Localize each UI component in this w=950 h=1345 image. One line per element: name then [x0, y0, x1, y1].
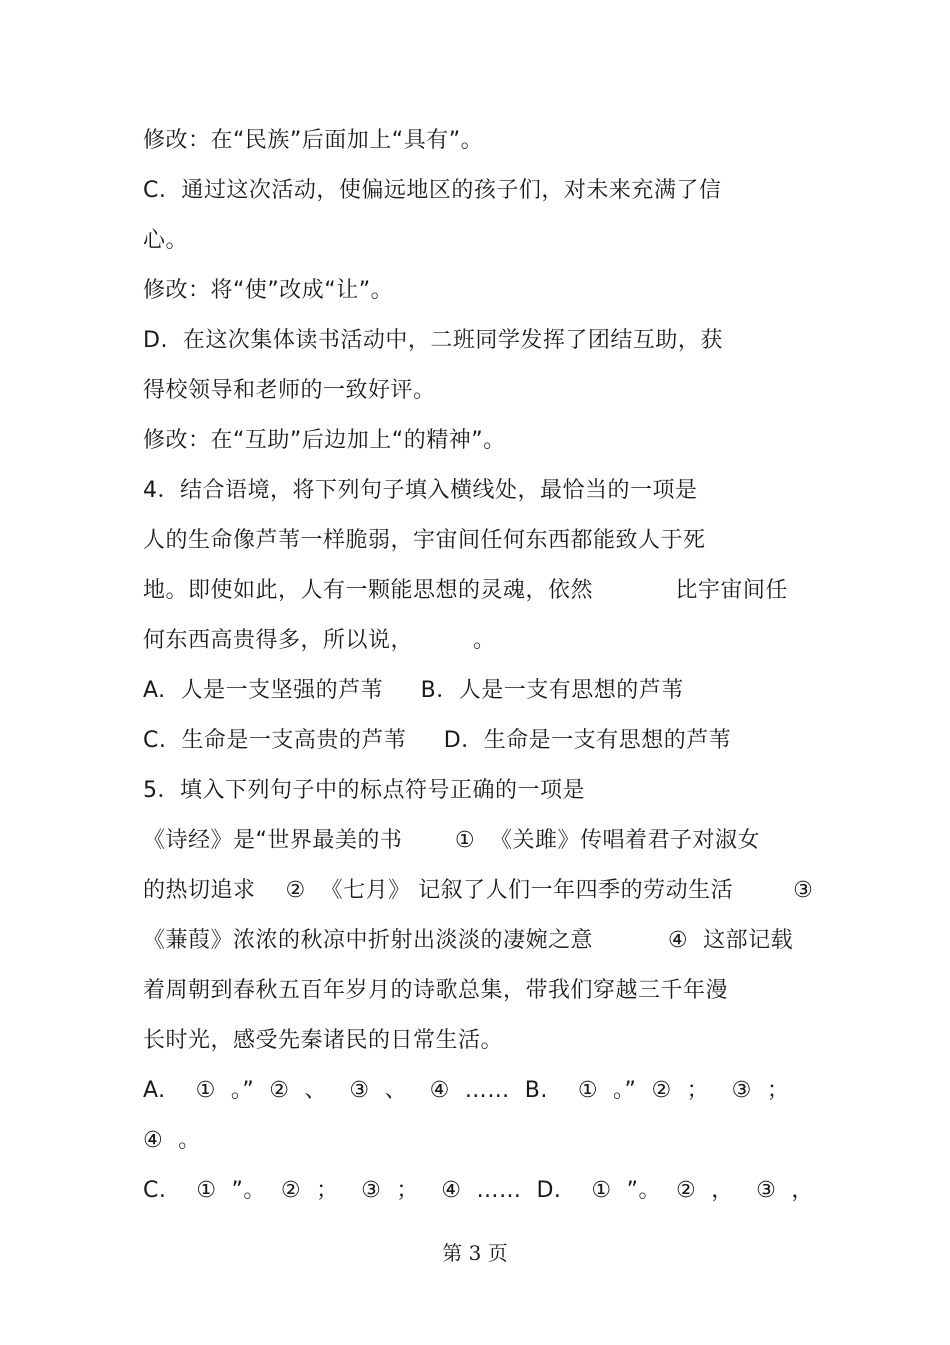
option-c-line: C. 通过这次活动，使偏远地区的孩子们，对未来充满了信 [143, 178, 722, 203]
text-line: 人的生命像芦苇一样脆弱，宇宙间任何东西都能致人于死 [143, 528, 706, 553]
options-cd: C. 生命是一支高贵的芦苇 D．生命是一支有思想的芦苇 [143, 728, 732, 753]
text-line: 长时光，感受先秦诸民的日常生活。 [143, 1028, 504, 1053]
options-cd-line: C. ① ”。 ② ； ③ ； ④ …… D. ① ”。 ② ， ③ ， [143, 1178, 814, 1203]
text-line: 《诗经》是“世界最美的书 ① 《关雎》传唱着君子对淑女 [143, 828, 761, 853]
text-line: 着周朝到春秋五百年岁月的诗歌总集，带我们穿越三千年漫 [143, 978, 729, 1003]
text-line: 《蒹葭》浓浓的秋凉中折射出淡淡的凄婉之意 ④ 这部记载 [143, 928, 794, 953]
text-line: 得校领导和老师的一致好评。 [143, 378, 436, 403]
question-5: 5．填入下列句子中的标点符号正确的一项是 [143, 778, 585, 803]
text-line: ④ 。 [143, 1128, 201, 1153]
options-ab: A. 人是一支坚强的芦苇 B．人是一支有思想的芦苇 [143, 678, 684, 703]
text-line: 地。即使如此，人有一颗能思想的灵魂，依然 比宇宙间任 [143, 578, 788, 603]
text-line: 何东西高贵得多，所以说， 。 [143, 628, 496, 653]
text-line: 心。 [143, 228, 189, 253]
option-d-line: D. 在这次集体读书活动中，二班同学发挥了团结互助，获 [143, 328, 723, 353]
page-number: 第 3 页 [442, 1241, 508, 1265]
options-ab-line: A. ① 。” ② 、 ③ 、 ④ …… B. ① 。” ② ； ③ ； [143, 1078, 790, 1103]
question-4: 4．结合语境，将下列句子填入横线处，最恰当的一项是 [143, 478, 698, 503]
text-line: 的热切追求 ② 《七月》 记叙了人们一年四季的劳动生活 ③ [143, 878, 814, 903]
text-line: 修改：在“互助”后边加上“的精神”。 [143, 428, 506, 453]
text-line: 修改：在“民族”后面加上“具有”。 [143, 128, 484, 153]
text-line: 修改：将“使”改成“让”。 [143, 278, 394, 303]
